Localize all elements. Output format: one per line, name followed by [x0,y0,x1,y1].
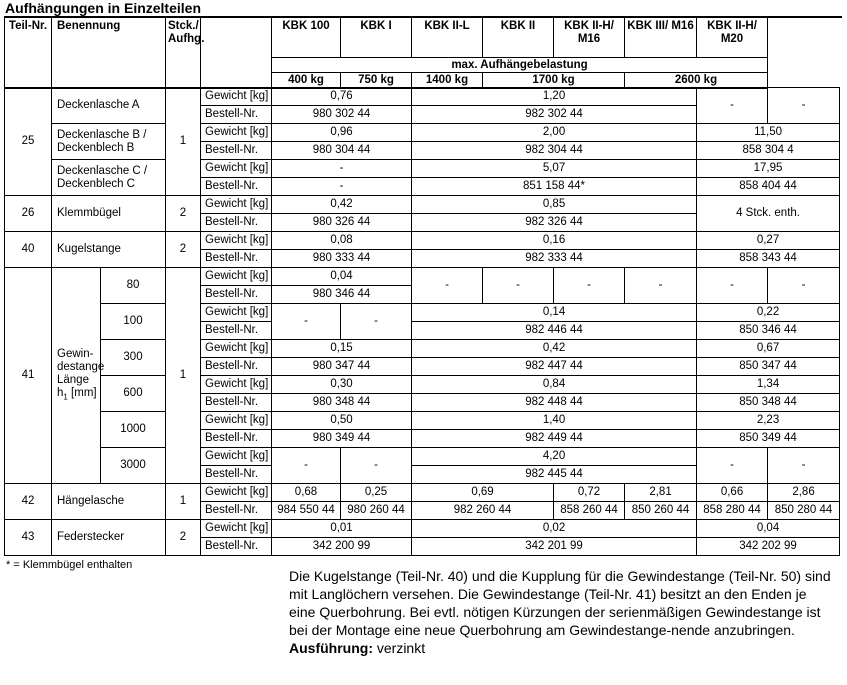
value: 0,15 [272,340,412,358]
dash: - [768,448,840,484]
header-stck-aufhg: Stck./ Aufhg. [166,18,201,89]
value: 980 346 44 [272,286,412,304]
value: 0,08 [272,232,412,250]
value: 11,50 [697,124,840,142]
value: 0,14 [412,304,697,322]
value: 0,69 [412,484,554,502]
value: 982 333 44 [412,250,697,268]
value: 980 347 44 [272,358,412,376]
value: 0,68 [272,484,341,502]
stck-43: 2 [166,520,201,556]
value: 0,25 [341,484,412,502]
header-model: KBK I [341,18,412,58]
dash: - [272,304,341,340]
value: 0,42 [412,340,697,358]
value: 17,95 [697,160,840,178]
dash: - [697,268,768,304]
header-model: KBK II [483,18,554,58]
parts-table [4,17,840,89]
value: 0,04 [697,520,840,538]
ausfuehrung-value: verzinkt [376,640,426,656]
value: 0,04 [272,268,412,286]
len-600: 600 [101,376,166,412]
stck-41: 1 [166,268,201,484]
description-text: Die Kugelstange (Teil-Nr. 40) und die Kupplung für die Gewindestange (Teil-Nr. 50) sind mit Langlöchern versehen. Die Gewindestange (Teil-Nr. 41) besitzt an den Enden je eine Querbohrung. Bei evtl. nötigen Kürzungen der serienmäßigen Gewindestange ist bei der Montage eine neue Querbohrung am Gewindestange-nende anzubringen. [289,568,831,638]
label-gewicht: Gewicht [kg] [201,412,272,430]
value: 4 Stck. enth. [697,196,840,232]
dash: - [272,160,412,178]
dash: - [272,448,341,484]
dash: - [412,268,483,304]
value: 982 447 44 [412,358,697,376]
value: 0,22 [697,304,840,322]
stck-25: 1 [166,88,201,196]
name-klemmbuegel: Klemmbügel [52,196,166,232]
value: 0,27 [697,232,840,250]
value: 342 200 99 [272,538,412,556]
dash: - [625,268,697,304]
dash: - [554,268,625,304]
value: 0,72 [554,484,625,502]
dash: - [341,448,412,484]
value: 980 349 44 [272,430,412,448]
header-benennung: Benennung [52,18,166,89]
value: 982 302 44 [412,106,697,124]
value: 982 448 44 [412,394,697,412]
dash: - [768,268,840,304]
value: 850 347 44 [697,358,840,376]
label-bestell: Bestell-Nr. [201,250,272,268]
value: 980 348 44 [272,394,412,412]
value: 1,20 [412,88,697,106]
value: 982 446 44 [412,322,697,340]
name-federstecker: Federstecker [52,520,166,556]
value: 0,76 [272,88,412,106]
value: 982 449 44 [412,430,697,448]
value: 980 260 44 [341,502,412,520]
label-bestell: Bestell-Nr. [201,466,272,484]
label-bestell: Bestell-Nr. [201,286,272,304]
value: 2,00 [412,124,697,142]
value: 980 304 44 [272,142,412,160]
label-gewicht: Gewicht [kg] [201,268,272,286]
dash: - [272,178,412,196]
name-gewindestange [52,268,105,484]
header-load-1400: 1400 kg [412,73,483,89]
teil-26: 26 [5,196,52,232]
value: 0,50 [272,412,412,430]
stck-42: 1 [166,484,201,520]
value: 2,81 [625,484,697,502]
label-bestell: Bestell-Nr. [201,178,272,196]
dash: - [697,88,768,124]
name-deckenlasche-c: Deckenlasche C / Deckenblech C [52,160,166,196]
value: 982 260 44 [412,502,554,520]
len-1000: 1000 [101,412,166,448]
stck-40: 2 [166,232,201,268]
dash: - [768,88,840,124]
value: 850 346 44 [697,322,840,340]
value: 850 349 44 [697,430,840,448]
dash: - [341,304,412,340]
dash: - [483,268,554,304]
stck-26: 2 [166,196,201,232]
value: 5,07 [412,160,697,178]
name-kugelstange: Kugelstange [52,232,166,268]
teil-42: 42 [5,484,52,520]
label-gewicht: Gewicht [kg] [201,304,272,322]
value: 858 280 44 [697,502,768,520]
label-bestell: Bestell-Nr. [201,430,272,448]
header-model: KBK II-H/ M20 [697,18,768,58]
value: 0,66 [697,484,768,502]
value: 2,23 [697,412,840,430]
label-gewicht: Gewicht [kg] [201,520,272,538]
header-load-1700: 1700 kg [483,73,625,89]
name-haengelasche: Hängelasche [52,484,166,520]
value: 858 304 4 [697,142,840,160]
header-model: KBK II-L [412,18,483,58]
label-gewicht: Gewicht [kg] [201,448,272,466]
value: 858 260 44 [554,502,625,520]
header-load-400: 400 kg [272,73,341,89]
value: 982 326 44 [412,214,697,232]
teil-41: 41 [5,268,52,484]
value: 980 302 44 [272,106,412,124]
label-gewicht: Gewicht [kg] [201,376,272,394]
value: 982 445 44 [412,466,697,484]
label-gewicht: Gewicht [kg] [201,484,272,502]
label-gewicht: Gewicht [kg] [201,196,272,214]
value: 0,16 [412,232,697,250]
value: 980 326 44 [272,214,412,232]
value: 982 304 44 [412,142,697,160]
value: 1,34 [697,376,840,394]
value: 0,42 [272,196,412,214]
len-80: 80 [101,268,166,304]
value: 858 404 44 [697,178,840,196]
value: 0,30 [272,376,412,394]
label-bestell: Bestell-Nr. [201,142,272,160]
value: 0,85 [412,196,697,214]
value: 984 550 44 [272,502,341,520]
label-bestell: Bestell-Nr. [201,502,272,520]
label-bestell: Bestell-Nr. [201,322,272,340]
header-model: KBK III/ M16 [625,18,697,58]
value: 1,40 [412,412,697,430]
footnote: * = Klemmbügel enthalten [6,559,133,571]
label-gewicht: Gewicht [kg] [201,232,272,250]
name-deckenlasche-b: Deckenlasche B / Deckenblech B [52,124,166,160]
value: 850 348 44 [697,394,840,412]
label-bestell: Bestell-Nr. [201,214,272,232]
value: 0,01 [272,520,412,538]
len-300: 300 [101,340,166,376]
label-bestell: Bestell-Nr. [201,538,272,556]
value: 4,20 [412,448,697,466]
teil-25: 25 [5,88,52,196]
description-paragraph [289,567,834,657]
header-load-2600: 2600 kg [625,73,768,89]
value: 980 333 44 [272,250,412,268]
value: 342 202 99 [697,538,840,556]
value: 0,84 [412,376,697,394]
label-gewicht: Gewicht [kg] [201,88,272,106]
ausfuehrung-label: Ausführung: [289,640,373,656]
value: 850 280 44 [768,502,840,520]
name-gewindestange-text: Gewin- destange Länge [57,347,105,386]
len-100: 100 [101,304,166,340]
name-deckenlasche-a: Deckenlasche A [52,88,166,124]
value: 342 201 99 [412,538,697,556]
label-bestell: Bestell-Nr. [201,106,272,124]
page-title: Aufhängungen in Einzelteilen [5,0,201,16]
value: 858 343 44 [697,250,840,268]
teil-43: 43 [5,520,52,556]
h1-label: $h_1$ [mm] [57,386,97,402]
value: 850 260 44 [625,502,697,520]
label-bestell: Bestell-Nr. [201,394,272,412]
label-bestell: Bestell-Nr. [201,358,272,376]
value: 851 158 44* [412,178,697,196]
value: 2,86 [768,484,840,502]
header-model: KBK II-H/ M16 [554,18,625,58]
header-load-750: 750 kg [341,73,412,89]
value: 0,67 [697,340,840,358]
label-gewicht: Gewicht [kg] [201,340,272,358]
header-model: KBK 100 [272,18,341,58]
value: 0,02 [412,520,697,538]
header-blank [201,18,272,89]
dash: - [697,448,768,484]
header-teil-nr: Teil-Nr. [5,18,52,89]
len-3000: 3000 [101,448,166,484]
header-max-load: max. Aufhängebelastung [272,57,768,73]
parts-body [4,87,840,556]
label-gewicht: Gewicht [kg] [201,160,272,178]
teil-40: 40 [5,232,52,268]
value: 0,96 [272,124,412,142]
label-gewicht: Gewicht [kg] [201,124,272,142]
